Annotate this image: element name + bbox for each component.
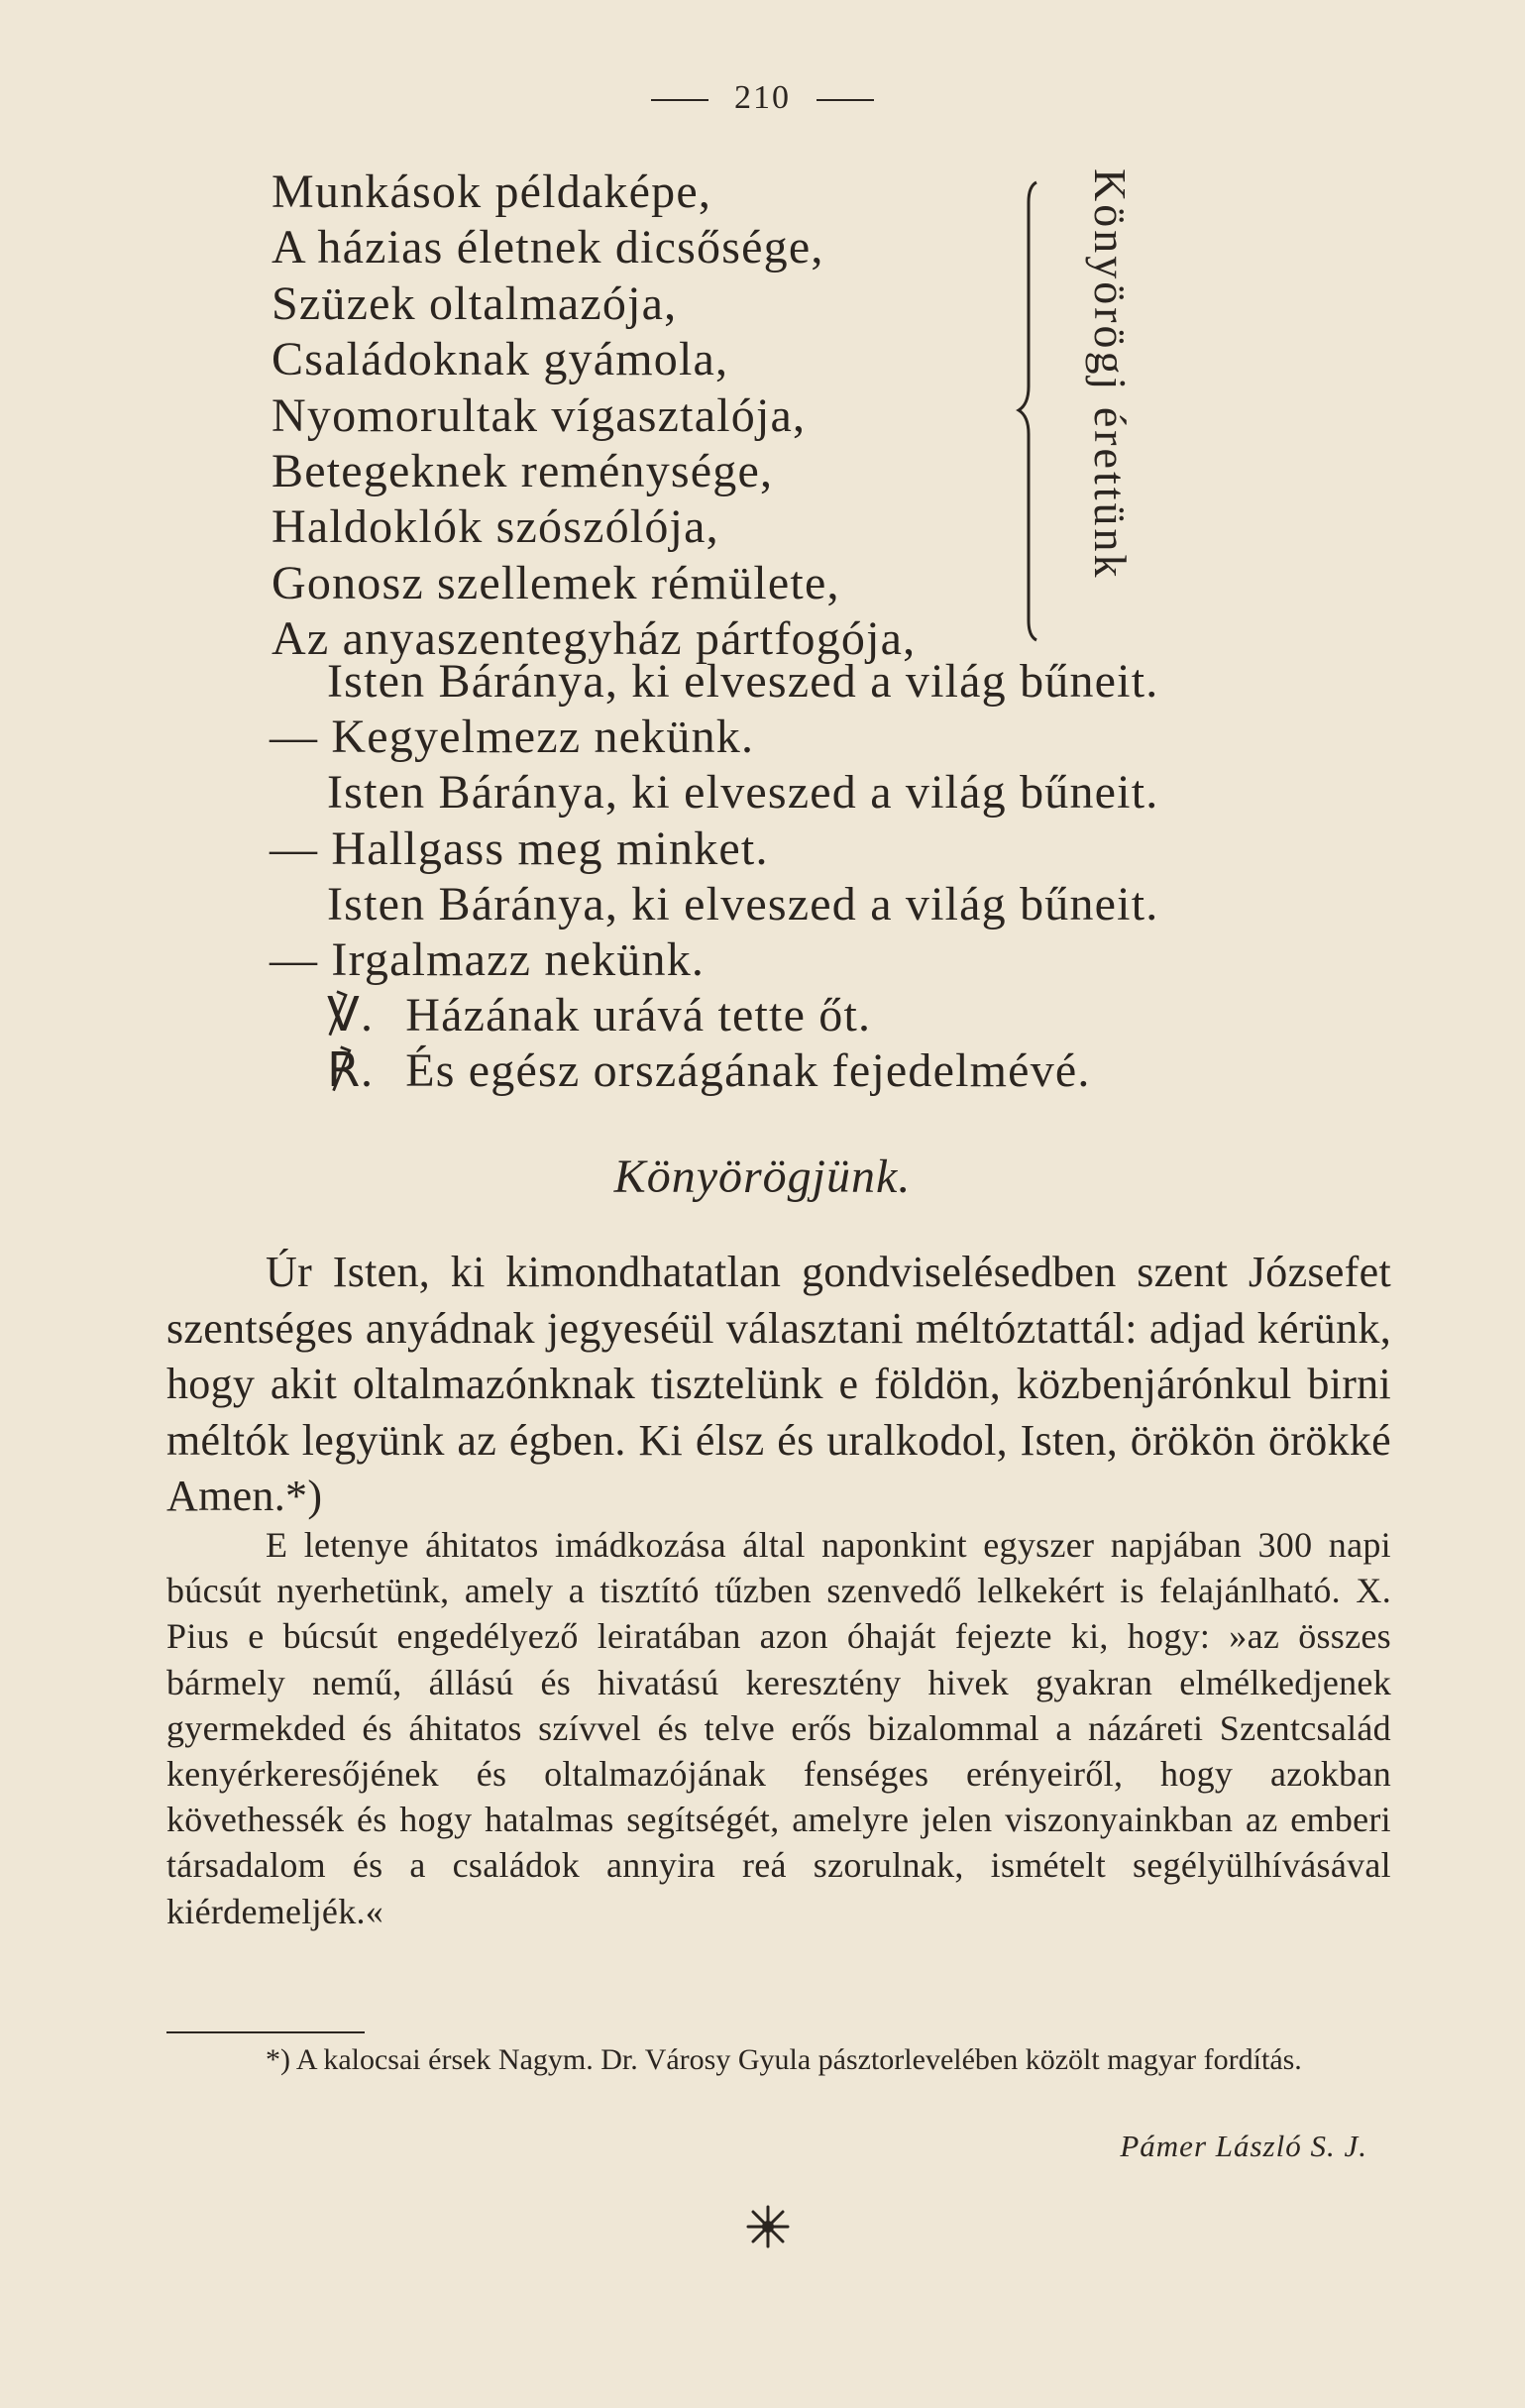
- litany-line: Gonosz szellemek rémülete,: [272, 556, 840, 609]
- ornament-icon: [745, 2204, 791, 2249]
- footnote-divider: [166, 2031, 365, 2033]
- agnus-dei-line: Isten Báránya, ki elveszed a világ bűneit.: [327, 877, 1159, 930]
- author-signature: Pámer László S. J.: [1120, 2129, 1367, 2163]
- page-number-dash-right: [817, 99, 874, 101]
- prayer-heading: Könyörögjünk.: [613, 1150, 912, 1203]
- page-number-text: 210: [734, 79, 791, 116]
- litany-invocations: [272, 164, 1044, 668]
- litany-line: Szüzek oltalmazója,: [272, 276, 678, 330]
- versicle-line: [270, 988, 1310, 1043]
- agnus-dei-line: Isten Báránya, ki elveszed a világ bűneit.: [327, 655, 1159, 708]
- prayer-paragraph: [166, 1245, 1391, 1525]
- agnus-dei-block: [270, 654, 1310, 1100]
- response-line: — Irgalmazz nekünk.: [270, 933, 706, 987]
- litany-line: Betegeknek reménysége,: [272, 445, 774, 498]
- footnote-text: *) A kalocsai érsek Nagym. Dr. Városy Gyula pásztorlevelében közölt magyar fordítás.: [266, 2043, 1302, 2076]
- side-response-text: Könyörögj érettünk: [1085, 168, 1136, 581]
- response-line: — Hallgass meg minket.: [270, 821, 769, 875]
- curly-brace-icon: [1015, 178, 1054, 644]
- page-number-dash-left: [651, 99, 708, 101]
- response-text: És egész országának fejedelmévé.: [405, 1044, 1091, 1098]
- indulgence-text: E letenye áhitatos imádkozása által naponkint egyszer napjában 300 napi búcsút nyerhetünk, amely a tisztító tűzben szenvedő lelkekért is felajánlható. X. Pius e búcsút engedélyező leiratában azon óhaját fejezte ki, hogy: »az összes bármely nemű, állású és hivatású keresztény hivek gyakran elmélkedjenek gyermekded és áhitatos szívvel és telve erős bizalommal a názáreti Szentcsalád kenyérkeresőjének és oltalmazójának fenséges erényeiről, hogy azokban követhessék és hogy hatalmas segítségét, amelyre jelen viszonyainkban az emberi társadalom és a családok annyira reá szorulnak, ismételt segélyülhívásával kiérdemeljék.«: [166, 1525, 1391, 1931]
- versicle-symbol: ℣.: [327, 989, 375, 1042]
- versicle-text: Házának urává tette őt.: [405, 989, 872, 1042]
- litany-line: Az anyaszentegyház pártfogója,: [272, 612, 917, 666]
- litany-line: Nyomorultak vígasztalója,: [272, 388, 807, 442]
- agnus-dei-line: Isten Báránya, ki elveszed a világ bűneit.: [327, 766, 1159, 820]
- litany-line: Családoknak gyámola,: [272, 333, 729, 386]
- response-line-final: [270, 1043, 1310, 1099]
- page-number: [0, 79, 1525, 117]
- indulgence-note: [166, 1522, 1391, 1934]
- response-symbol: ℟.: [327, 1044, 375, 1098]
- litany-line: Haldoklók szószólója,: [272, 500, 719, 554]
- litany-line: Munkások példaképe,: [272, 165, 712, 218]
- response-line: — Kegyelmezz nekünk.: [270, 711, 755, 764]
- litany-line: A házias életnek dicsősége,: [272, 221, 824, 274]
- footnote: [166, 2041, 1391, 2079]
- prayer-text: Úr Isten, ki kimondhatatlan gondviselésedben szent Józsefet szentséges anyádnak jegyeséül választani méltóztattál: adjad kérünk, hogy akit oltalmazónknak tisztelünk e földön, közbenjárónkul birni méltók legyünk az égben. Ki élsz és uralkodol, Isten, örökön örökké Amen.*): [166, 1248, 1391, 1521]
